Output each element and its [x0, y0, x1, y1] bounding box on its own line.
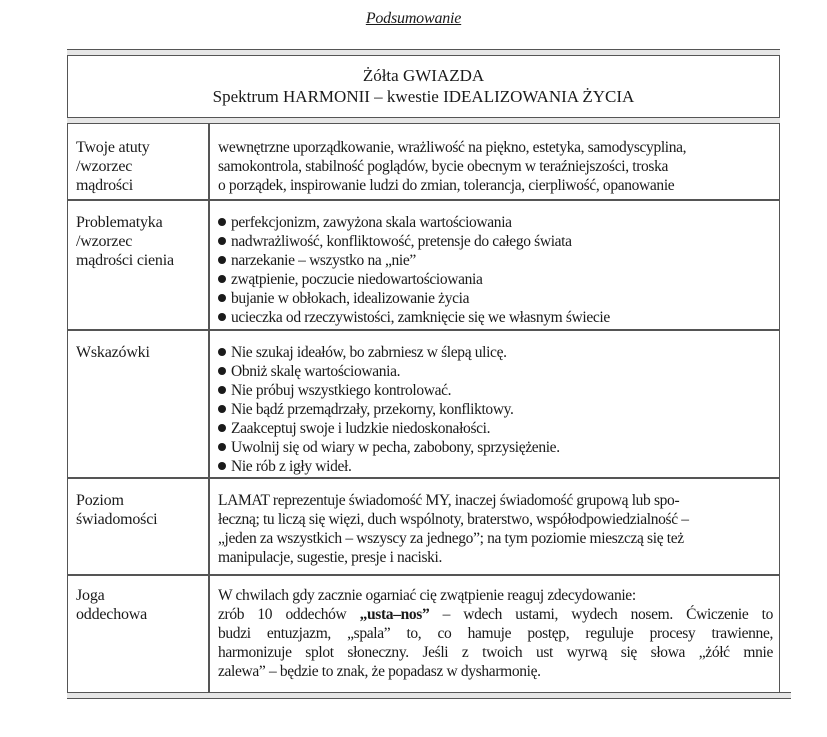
row-label-problematyka [76, 213, 204, 270]
list-item-text: Nie próbuj wszystkiego kontrolować. [231, 382, 452, 399]
content-line: LAMAT reprezentuje świadomość MY, inaczej świadomość grupową lub spo- [218, 492, 680, 509]
list-item-text: Nie bądź przemądrzały, przekorny, konfliktowy. [231, 401, 514, 418]
bullet-icon [218, 443, 226, 451]
label-line: świadomości [76, 511, 158, 528]
list-item [218, 270, 773, 289]
list-item [218, 419, 773, 438]
page-title: Podsumowanie [365, 10, 462, 27]
row-content-wskazowki [218, 343, 773, 476]
bullet-icon [218, 367, 226, 375]
list-item [218, 457, 773, 476]
label-line: Poziom [76, 492, 124, 509]
row-separator [67, 199, 780, 201]
row-label-wskazowki [76, 343, 204, 362]
content-line: o porządek, inspirowanie ludzi do zmian, tolerancja, cierpliwość, opanowanie [218, 177, 675, 194]
list-item-text: narzekanie – wszystko na „nie” [231, 252, 416, 269]
bullet-icon [218, 424, 226, 432]
list-item-text: perfekcjonizm, zawyżona skala wartościowania [231, 214, 512, 231]
row-content-joga [218, 586, 773, 681]
header-bottom-band [67, 117, 780, 124]
bullet-icon [218, 218, 226, 226]
bullet-icon [218, 294, 226, 302]
table-bottom-band [67, 692, 791, 699]
list-item [218, 232, 773, 251]
bullet-icon [218, 386, 226, 394]
list-item-text: zwątpienie, poczucie niedowartościowania [231, 271, 483, 288]
list-item [218, 308, 773, 327]
content-line: „jeden za wszystkich – wszyscy za jednego”; na tym poziomie mieszczą się też [218, 530, 684, 547]
content-line: łeczną; tu liczą się więzi, duch wspólnoty, braterstwo, współodpowiedzialność – [218, 511, 689, 528]
row-content-poziom [218, 491, 773, 567]
content-line: manipulacje, sugestie, presje i naciski. [218, 549, 443, 566]
content-text: – wdech ustami, wydech nosem. Ćwiczenie to [429, 606, 774, 623]
content-line: wewnętrzne uporządkowanie, wrażliwość na piękno, estetyka, samodyscyplina, [218, 139, 687, 156]
label-line: Twoje atuty [76, 139, 150, 156]
bullet-icon [218, 405, 226, 413]
list-item [218, 400, 773, 419]
row-separator [67, 574, 780, 576]
bullet-icon [218, 348, 226, 356]
label-line: Joga [76, 587, 105, 604]
label-line: Wskazówki [76, 344, 150, 361]
row-content-atuty [218, 138, 773, 195]
row-content-problematyka [218, 213, 773, 327]
list-item-text: Zaakceptuj swoje i ludzkie niedoskonałości. [231, 420, 491, 437]
bullet-icon [218, 237, 226, 245]
bullet-icon [218, 256, 226, 264]
label-line: oddechowa [76, 606, 148, 623]
table-header [67, 56, 780, 117]
list-item-text: bujanie w obłokach, idealizowanie życia [231, 290, 470, 307]
content-line [218, 605, 773, 624]
list-item-text: Obniż skalę wartościowania. [231, 363, 401, 380]
list-item-text: Nie rób z igły wideł. [231, 458, 352, 475]
list-item [218, 381, 773, 400]
bullet-list [218, 343, 773, 476]
bullet-icon [218, 313, 226, 321]
content-line: W chwilach gdy zacznie ogarniać cię zwątpienie reaguj zdecydowanie: [218, 587, 636, 604]
bullet-list [218, 213, 773, 327]
row-separator [67, 477, 780, 479]
list-item [218, 289, 773, 308]
label-line: mądrości [76, 177, 134, 194]
list-item [218, 213, 773, 232]
label-line: Problematyka [76, 214, 163, 231]
header-title: Żółta GWIAZDA [362, 66, 485, 85]
label-line: /wzorzec [76, 158, 133, 175]
list-item-text: nadwrażliwość, konfliktowość, pretensje do całego świata [231, 233, 572, 250]
label-line: mądrości cienia [76, 252, 174, 269]
label-line: /wzorzec [76, 233, 133, 250]
bullet-icon [218, 275, 226, 283]
list-item-text: Uwolnij się od wiary w pecha, zabobony, sprzysiężenie. [231, 439, 560, 456]
content-line: budzi entuzjazm, „spala” to, co hamuje postęp, reguluje procesy trawienne, [218, 625, 773, 642]
header-subtitle: Spektrum HARMONII – kwestie IDEALIZOWANIA ŻYCIA [212, 87, 635, 106]
list-item-text: ucieczka od rzeczywistości, zamknięcie się we własnym świecie [231, 309, 610, 326]
bullet-icon [218, 462, 226, 470]
content-line: samokontrola, stabilność poglądów, bycie obecnym w teraźniejszości, troska [218, 158, 669, 175]
content-line: harmonizuje splot słoneczny. Jeśli z twoich ust wyrwą się słowa „żółć mnie [218, 644, 773, 661]
list-item [218, 362, 773, 381]
column-divider [208, 124, 210, 692]
list-item [218, 251, 773, 270]
table-top-band [67, 49, 780, 56]
list-item-text: Nie szukaj ideałów, bo zabrniesz w ślepą ulicę. [231, 344, 507, 361]
row-label-joga [76, 586, 204, 624]
list-item [218, 438, 773, 457]
row-label-atuty [76, 138, 204, 195]
row-label-poziom [76, 491, 204, 529]
content-line: zalewa” – będzie to znak, że popadasz w dysharmonię. [218, 663, 541, 680]
list-item [218, 343, 773, 362]
content-text: zrób 10 oddechów [218, 606, 360, 623]
emphasis-text: „usta–nos” [359, 606, 430, 623]
row-separator [67, 329, 780, 331]
